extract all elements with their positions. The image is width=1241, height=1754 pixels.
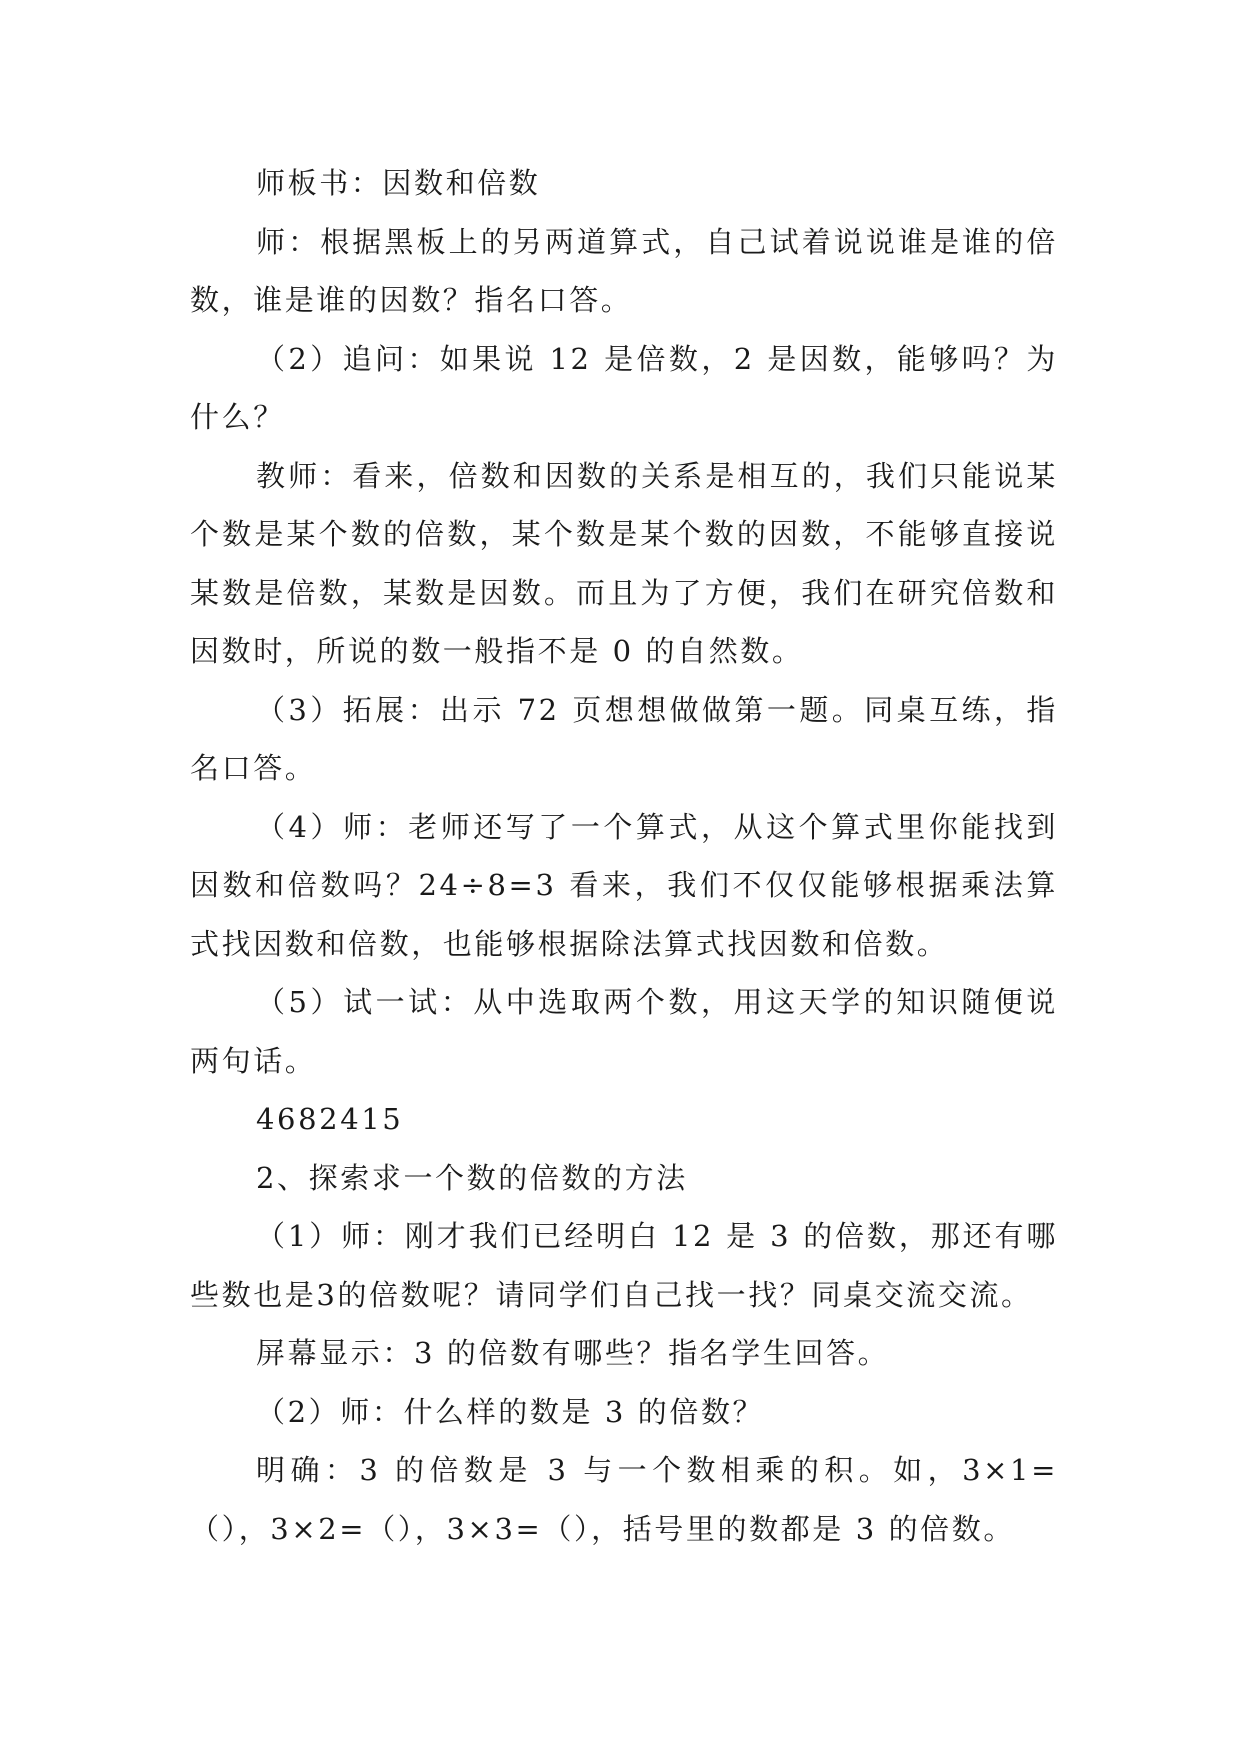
paragraph-follow-up-2: （2）追问：如果说 12 是倍数，2 是因数，能够吗？为什么？ <box>190 341 1058 434</box>
paragraph-teacher-question: 师：根据黑板上的另两道算式，自己试着说说谁是谁的倍数，谁是谁的因数？指名口答。 <box>190 224 1058 317</box>
paragraph-teacher-multiples-1: （1）师：刚才我们已经明白 12 是 3 的倍数，那还有哪些数也是3的倍数呢？请同学们自己找一找？同桌交流交流。 <box>190 1219 1058 1312</box>
paragraph-number-list: 4682415 <box>256 1102 404 1136</box>
paragraph-teacher-question-2: （2）师：什么样的数是 3 的倍数？ <box>256 1394 765 1429</box>
paragraph-extension-3: （3）拓展：出示 72 页想想做做第一题。同桌互练，指名口答。 <box>190 692 1058 785</box>
paragraph-teacher-explanation: 教师：看来，倍数和因数的关系是相互的，我们只能说某个数是某个数的倍数，某个数是某个数的因数，不能够直接说某数是倍数，某数是因数。而且为了方便，我们在研究倍数和因数时，所说的数一般指不是 0 的自然数。 <box>190 458 1058 668</box>
paragraph-try-it-5: （5）试一试：从中选取两个数，用这天学的知识随便说两句话。 <box>190 985 1058 1078</box>
document-body <box>190 154 1058 1558</box>
paragraph-clarification: 明确：3 的倍数是 3 与一个数相乘的积。如，3×1=（），3×2=（），3×3=（），括号里的数都是 3 的倍数。 <box>190 1453 1058 1546</box>
paragraph-teacher-equation-4: （4）师：老师还写了一个算式，从这个算式里你能找到因数和倍数吗？24÷8=3 看来，我们不仅仅能够根据乘法算式找因数和倍数，也能够根据除法算式找因数和倍数。 <box>190 809 1058 961</box>
paragraph-blackboard-title: 师板书：因数和倍数 <box>256 166 541 200</box>
paragraph-section-heading-2: 2、探索求一个数的倍数的方法 <box>256 1160 688 1195</box>
paragraph-screen-display: 屏幕显示：3 的倍数有哪些？指名学生回答。 <box>256 1336 890 1370</box>
